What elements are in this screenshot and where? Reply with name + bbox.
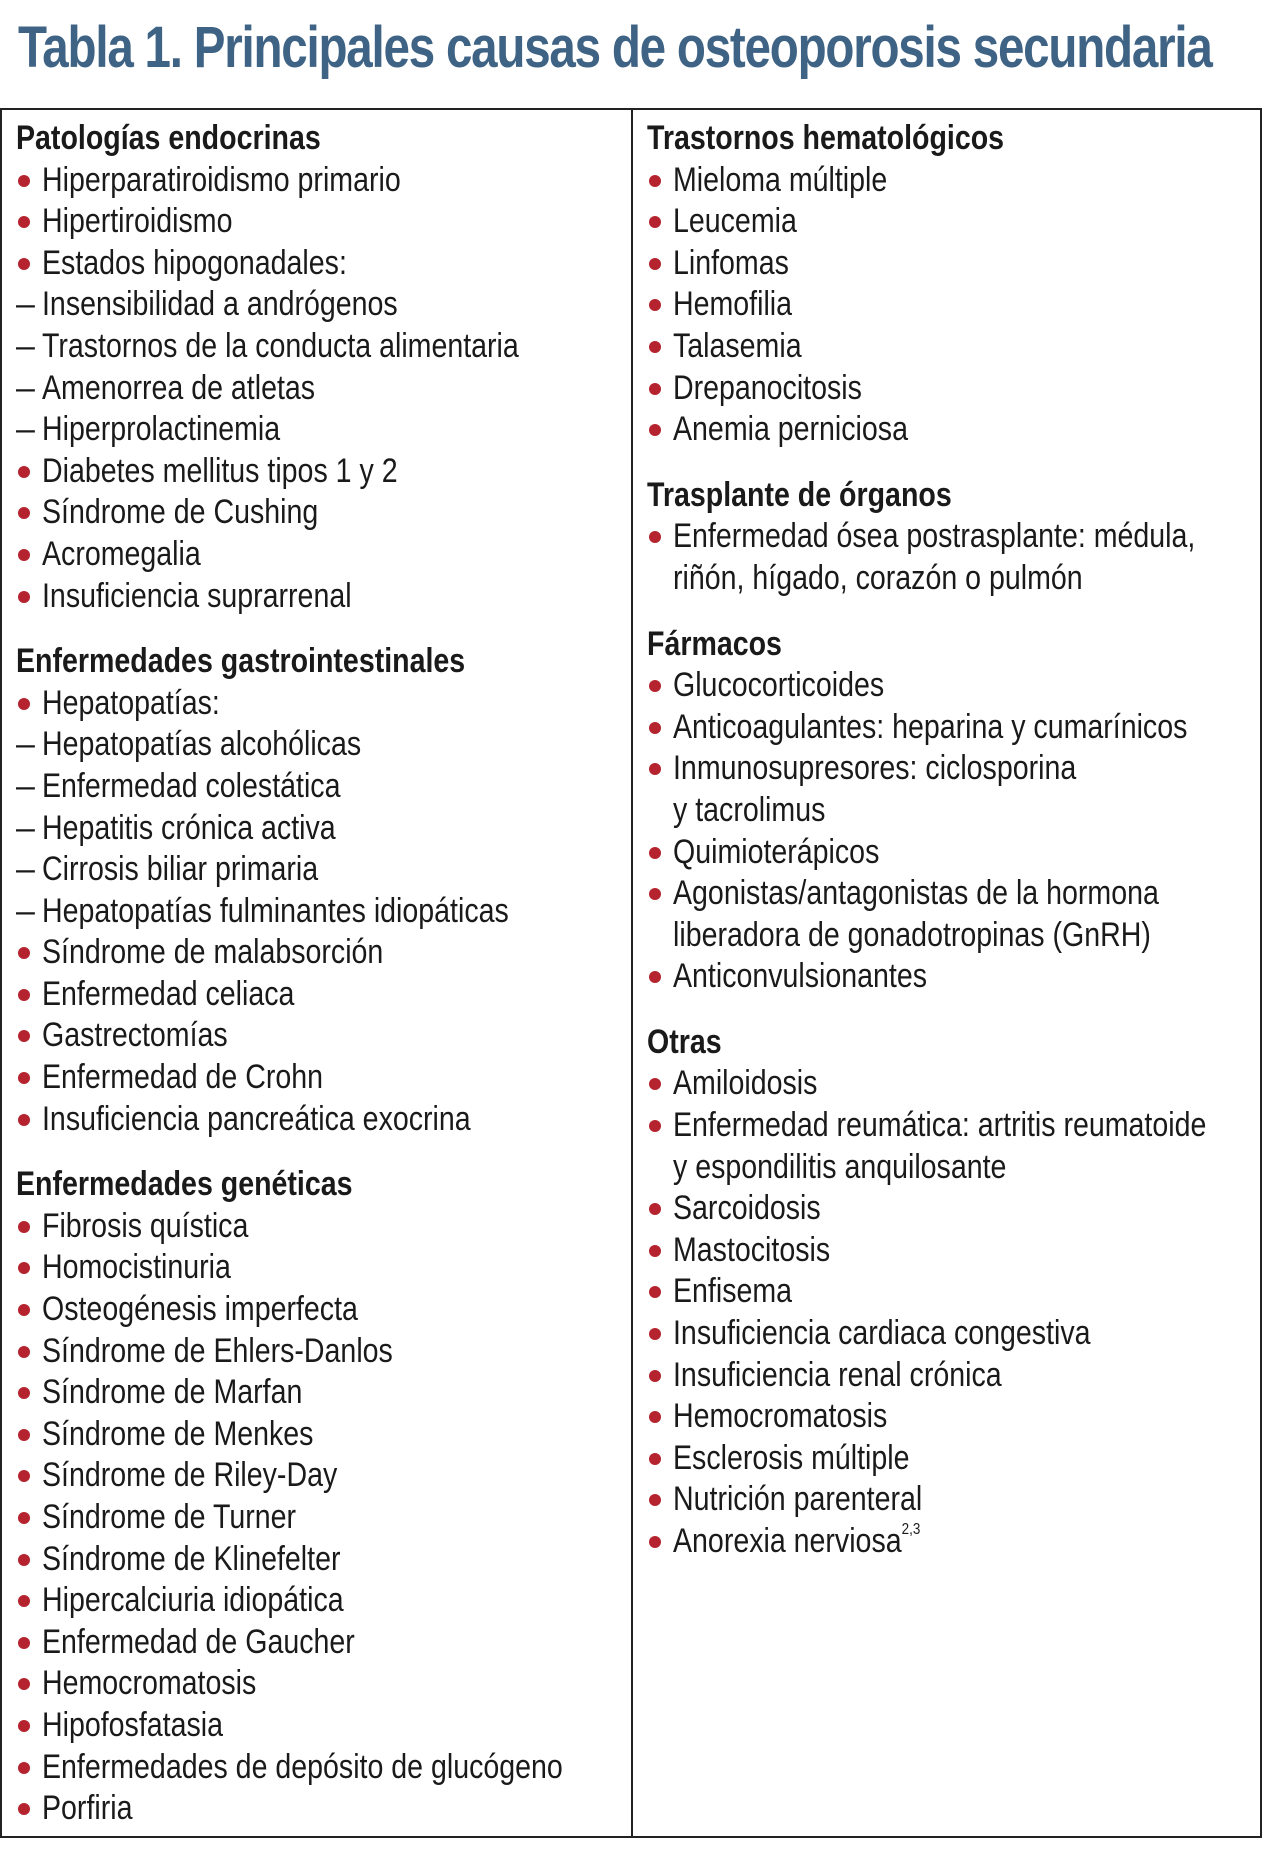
list-item (16, 932, 631, 974)
list-item-text: Drepanocitosis (673, 368, 862, 407)
list-item (16, 284, 631, 326)
right-column (633, 110, 1260, 1836)
list-item-text-wrap (42, 974, 294, 1016)
bullet-icon (18, 1470, 30, 1482)
dash-icon: – (16, 326, 35, 365)
list-item-text-wrap (673, 1105, 1206, 1147)
bullet-icon (649, 722, 661, 734)
list-item-text-wrap (42, 492, 318, 534)
list-item-text-wrap (673, 1313, 1091, 1355)
bullet-icon (18, 1030, 30, 1042)
section-heading: Trasplante de órganos (647, 475, 952, 514)
list-item-text-wrap (673, 1188, 821, 1230)
bullet-icon (18, 591, 30, 603)
list-item-text: Porfiria (42, 1789, 133, 1828)
list-item-text-wrap (42, 451, 398, 493)
list-item-text-wrap (42, 683, 220, 725)
list-item-text: Síndrome de Ehlers-Danlos (42, 1331, 393, 1370)
bullet-icon (18, 1387, 30, 1399)
list-item (16, 451, 631, 493)
bullet-icon (649, 299, 661, 311)
list-item (647, 1188, 1260, 1230)
bullet-icon (649, 1286, 661, 1298)
bullet-icon (649, 258, 661, 270)
list-item-text-wrap (42, 1206, 248, 1248)
bullet-icon (18, 1678, 30, 1690)
list-item-text-wrap (42, 284, 398, 326)
bullet-icon (649, 888, 661, 900)
list-item-text: Amenorrea de atletas (42, 368, 316, 407)
list-item-text-wrap (42, 1057, 323, 1099)
list-item (647, 1479, 1260, 1521)
list-item (16, 1455, 631, 1497)
bullet-icon (649, 1203, 661, 1215)
bullet-icon (18, 216, 30, 228)
list-item-text-wrap (42, 724, 361, 766)
list-item-text-wrap (673, 915, 1151, 957)
list-item (16, 1206, 631, 1248)
list-item-text: Trastornos de la conducta alimentaria (42, 326, 519, 365)
bullet-icon (18, 466, 30, 478)
list-item-text-wrap (42, 849, 318, 891)
list-item-text-wrap (673, 1271, 792, 1313)
list-item-text-wrap (673, 1479, 922, 1521)
bullet-icon (649, 1494, 661, 1506)
list-item (16, 1497, 631, 1539)
list-item (16, 160, 631, 202)
bullet-icon (649, 1453, 661, 1465)
list-item-text: Insuficiencia suprarrenal (42, 576, 352, 615)
list-item-text: Enfermedades de depósito de glucógeno (42, 1747, 563, 1786)
list-item-text: Estados hipogonadales: (42, 243, 347, 282)
section-trasplante-de-organos (647, 475, 1260, 600)
list-item-text-wrap (42, 409, 280, 451)
list-item-text-wrap (673, 1355, 1002, 1397)
list-item-text: Síndrome de Cushing (42, 493, 319, 532)
list-item-text: Insuficiencia renal crónica (673, 1355, 1002, 1394)
list-item-text: Hipercalciuria idiopática (42, 1581, 344, 1620)
list-item-text-wrap (42, 1747, 563, 1789)
list-item-text: Hipofosfatasia (42, 1705, 223, 1744)
list-item (647, 516, 1260, 558)
list-item-text-wrap (673, 1438, 909, 1480)
list-item-text-wrap (42, 1497, 296, 1539)
list-item-text: y espondilitis anquilosante (673, 1147, 1007, 1186)
bullet-icon (649, 763, 661, 775)
list-item-text: Síndrome de Klinefelter (42, 1539, 341, 1578)
bullet-icon (649, 1245, 661, 1257)
bullet-icon (18, 1554, 30, 1566)
list-item-text: Hemocromatosis (42, 1664, 257, 1703)
bullet-icon (18, 947, 30, 959)
list-item-text-wrap (673, 516, 1195, 558)
list-item (16, 1580, 631, 1622)
list-item-text: Síndrome de Marfan (42, 1373, 303, 1412)
dash-icon: – (16, 850, 35, 889)
list-item-text-wrap (42, 1015, 228, 1057)
list-item (647, 1271, 1260, 1313)
list-item-text: Acromegalia (42, 534, 201, 573)
list-item (647, 1105, 1260, 1147)
list-item-text: Enfermedad colestática (42, 766, 341, 805)
list-item (647, 665, 1260, 707)
list-item-text: Nutrición parenteral (673, 1480, 923, 1519)
section-heading: Enfermedades gastrointestinales (16, 642, 466, 681)
list-item-text-wrap (42, 1247, 231, 1289)
list-item (16, 243, 631, 285)
dash-icon: – (16, 808, 35, 847)
list-item-text-wrap (673, 1396, 887, 1438)
bullet-icon (18, 1803, 30, 1815)
list-item (647, 1438, 1260, 1480)
list-item-text-wrap (673, 1521, 920, 1563)
list-item-text-wrap (42, 576, 352, 618)
list-item-text-wrap (673, 284, 792, 326)
dash-icon: – (16, 368, 35, 407)
bullet-icon (649, 424, 661, 436)
list-item (16, 1247, 631, 1289)
list-item-text: Insensibilidad a andrógenos (42, 285, 398, 324)
list-item-text-wrap (42, 368, 315, 410)
list-item (16, 1289, 631, 1331)
list-item-continuation (647, 558, 1260, 600)
list-item-text-wrap (42, 243, 347, 285)
list-item-text-wrap (42, 1331, 393, 1373)
list-item-text-wrap (673, 558, 1083, 600)
list-item-text: Esclerosis múltiple (673, 1438, 910, 1477)
dash-icon: – (16, 766, 35, 805)
list-item-continuation (647, 1147, 1260, 1189)
list-item-text: Talasemia (673, 326, 802, 365)
list-item-text: Hemofilia (673, 285, 793, 324)
table-title: Tabla 1. Principales causas de osteoporosis secundaria (18, 15, 1212, 80)
list-item-text-wrap (673, 1230, 830, 1272)
list-item-text-wrap (673, 243, 789, 285)
list-item-text: liberadora de gonadotropinas (GnRH) (673, 915, 1151, 954)
reference-superscript: 2,3 (901, 1521, 921, 1538)
list-item (16, 1747, 631, 1789)
list-item (16, 974, 631, 1016)
list-item (16, 891, 631, 933)
section-enfermedades-geneticas (16, 1164, 631, 1830)
list-item-text-wrap (673, 160, 887, 202)
list-item (16, 1414, 631, 1456)
bullet-icon (649, 383, 661, 395)
list-item (16, 534, 631, 576)
list-item-text: Hepatitis crónica activa (42, 808, 336, 847)
list-item-text: Fibrosis quística (42, 1206, 249, 1245)
list-item-text-wrap (42, 932, 383, 974)
list-item-text: y tacrolimus (673, 790, 826, 829)
list-item-text: Enfermedad celiaca (42, 974, 295, 1013)
list-item (647, 832, 1260, 874)
list-item-text-wrap (42, 891, 509, 933)
list-item-text: Quimioterápicos (673, 832, 880, 871)
section-heading: Patologías endocrinas (16, 119, 321, 157)
bullet-icon (649, 680, 661, 692)
list-item-text-wrap (673, 707, 1187, 749)
list-item-text: Leucemia (673, 202, 797, 241)
list-item (16, 1057, 631, 1099)
section-trastornos-hematologicos (647, 118, 1260, 451)
section-farmacos (647, 624, 1260, 998)
list-item (647, 409, 1260, 451)
list-item-text: Amiloidosis (673, 1064, 818, 1103)
list-item (16, 1099, 631, 1141)
bullet-icon (18, 1762, 30, 1774)
bullet-icon (18, 1072, 30, 1084)
list-item (16, 724, 631, 766)
list-item (647, 1521, 1260, 1563)
list-item (16, 368, 631, 410)
list-item-text-wrap (673, 201, 797, 243)
list-item (16, 201, 631, 243)
list-item-text: Hepatopatías: (42, 683, 220, 722)
list-item-text: Anemia perniciosa (673, 410, 908, 449)
list-item-text: Enfermedad de Gaucher (42, 1622, 355, 1661)
list-item-text: Hemocromatosis (673, 1397, 888, 1436)
bullet-icon (18, 175, 30, 187)
bullet-icon (649, 971, 661, 983)
list-item-text: Mastocitosis (673, 1230, 831, 1269)
dash-icon: – (16, 410, 35, 449)
list-item-text: Enfisema (673, 1272, 793, 1311)
list-item-text-wrap (42, 1289, 358, 1331)
list-item-text: Insuficiencia cardiaca congestiva (673, 1314, 1091, 1353)
list-item-text: Diabetes mellitus tipos 1 y 2 (42, 451, 398, 490)
list-item-text: Linfomas (673, 243, 789, 282)
list-item-text-wrap (673, 326, 802, 368)
bullet-icon (649, 1411, 661, 1423)
list-item-text: Síndrome de malabsorción (42, 933, 384, 972)
list-item-text-wrap (42, 1663, 256, 1705)
list-item (16, 1663, 631, 1705)
left-column (2, 110, 633, 1836)
list-item-text-wrap (42, 1622, 355, 1664)
list-item-text-wrap (42, 160, 401, 202)
list-item-text: Anorexia nerviosa (673, 1522, 902, 1560)
bullet-icon (649, 1536, 661, 1548)
bullet-icon (18, 549, 30, 561)
bullet-icon (649, 216, 661, 228)
list-item-text-wrap (42, 1455, 337, 1497)
list-item-text: Hepatopatías fulminantes idiopáticas (42, 891, 509, 930)
bullet-icon (18, 1720, 30, 1732)
bullet-icon (18, 1512, 30, 1524)
list-item (647, 1396, 1260, 1438)
list-item (647, 284, 1260, 326)
dash-icon: – (16, 891, 35, 930)
list-item-text: Síndrome de Riley-Day (42, 1456, 338, 1495)
list-item (647, 748, 1260, 790)
list-item (647, 1230, 1260, 1272)
list-item-text: Mieloma múltiple (673, 160, 888, 199)
list-item-text-wrap (673, 1147, 1006, 1189)
section-enfermedades-gastrointestinales (16, 641, 631, 1140)
list-item-text-wrap (42, 766, 340, 808)
list-item-text: Hiperparatiroidismo primario (42, 160, 401, 199)
list-item-text: Enfermedad reumática: artritis reumatoide (673, 1106, 1207, 1145)
list-item (16, 409, 631, 451)
list-item-text-wrap (673, 873, 1159, 915)
list-item-text-wrap (42, 1539, 340, 1581)
bullet-icon (649, 847, 661, 859)
list-item (647, 956, 1260, 998)
list-item-text-wrap (673, 409, 908, 451)
list-item-text-wrap (42, 1580, 344, 1622)
list-item-text-wrap (42, 1372, 302, 1414)
bullet-icon (649, 1078, 661, 1090)
dash-icon: – (16, 285, 35, 324)
list-item-text-wrap (42, 1705, 223, 1747)
bullet-icon (18, 1595, 30, 1607)
list-item-text: Cirrosis biliar primaria (42, 850, 319, 889)
bullet-icon (649, 1370, 661, 1382)
bullet-icon (649, 175, 661, 187)
bullet-icon (649, 341, 661, 353)
bullet-icon (18, 698, 30, 710)
bullet-icon (649, 531, 661, 543)
list-item-text: Hipertiroidismo (42, 202, 233, 241)
bullet-icon (18, 507, 30, 519)
list-item-text: Hepatopatías alcohólicas (42, 725, 362, 764)
section-heading: Trastornos hematológicos (647, 119, 1005, 157)
list-item (647, 1355, 1260, 1397)
list-item (16, 1372, 631, 1414)
list-item-text: Hiperprolactinemia (42, 410, 281, 449)
list-item-text-wrap (673, 956, 927, 998)
list-item (16, 1539, 631, 1581)
list-item-text: Síndrome de Turner (42, 1498, 297, 1536)
list-item (16, 1705, 631, 1747)
bullet-icon (649, 1328, 661, 1340)
list-item-text-wrap (42, 201, 232, 243)
list-item-text: Anticoagulantes: heparina y cumarínicos (673, 707, 1188, 746)
list-item (16, 808, 631, 850)
section-heading: Otras (647, 1022, 722, 1061)
bullet-icon (18, 1262, 30, 1274)
list-item (16, 1331, 631, 1373)
list-item-text-wrap (673, 1063, 817, 1105)
list-item-text-wrap (42, 1099, 471, 1141)
dash-icon: – (16, 725, 35, 764)
list-item (16, 766, 631, 808)
bullet-icon (18, 1637, 30, 1649)
list-item (647, 201, 1260, 243)
list-item (647, 707, 1260, 749)
list-item (16, 326, 631, 368)
causes-table (0, 108, 1262, 1838)
bullet-icon (18, 1304, 30, 1316)
list-item-text: Glucocorticoides (673, 666, 885, 705)
list-item (16, 1015, 631, 1057)
section-otras (647, 1022, 1260, 1563)
list-item (16, 492, 631, 534)
list-item (647, 1313, 1260, 1355)
list-item-continuation (647, 915, 1260, 957)
bullet-icon (18, 1429, 30, 1441)
section-heading: Fármacos (647, 624, 782, 663)
list-item (16, 576, 631, 618)
list-item (16, 1622, 631, 1664)
list-item-text-wrap (42, 808, 336, 850)
list-item (647, 1063, 1260, 1105)
list-item-text-wrap (42, 1414, 313, 1456)
section-patologias-endocrinas (16, 118, 631, 617)
list-item-text-wrap (673, 790, 825, 832)
list-item-text: Enfermedad ósea postrasplante: médula, (673, 517, 1196, 556)
list-item-text: Osteogénesis imperfecta (42, 1290, 358, 1329)
section-heading: Enfermedades genéticas (16, 1165, 353, 1204)
list-item-text: Sarcoidosis (673, 1189, 821, 1228)
list-item (647, 368, 1260, 410)
list-item (16, 1788, 631, 1830)
list-item (647, 243, 1260, 285)
bullet-icon (18, 1346, 30, 1358)
list-item-text: Insuficiencia pancreática exocrina (42, 1099, 471, 1138)
list-item-text: riñón, hígado, corazón o pulmón (673, 558, 1083, 597)
bullet-icon (18, 1114, 30, 1126)
list-item-continuation (647, 790, 1260, 832)
bullet-icon (18, 258, 30, 270)
list-item-text-wrap (673, 368, 862, 410)
list-item-text: Agonistas/antagonistas de la hormona (673, 874, 1159, 913)
list-item-text: Síndrome de Menkes (42, 1414, 314, 1453)
list-item-text-wrap (42, 534, 201, 576)
list-item-text-wrap (42, 326, 519, 368)
list-item-text: Enfermedad de Crohn (42, 1058, 324, 1097)
bullet-icon (18, 1221, 30, 1233)
list-item (16, 849, 631, 891)
bullet-icon (18, 989, 30, 1001)
list-item (647, 326, 1260, 368)
list-item (16, 683, 631, 725)
list-item (647, 160, 1260, 202)
list-item-text-wrap (673, 665, 884, 707)
list-item-text: Anticonvulsionantes (673, 957, 928, 996)
list-item-text: Gastrectomías (42, 1016, 228, 1055)
bullet-icon (649, 1120, 661, 1132)
list-item-text-wrap (673, 832, 879, 874)
list-item-text-wrap (673, 748, 1076, 790)
list-item-text: Homocistinuria (42, 1248, 231, 1287)
list-item (647, 873, 1260, 915)
list-item-text: Inmunosupresores: ciclosporina (673, 749, 1077, 788)
list-item-text-wrap (42, 1788, 132, 1830)
